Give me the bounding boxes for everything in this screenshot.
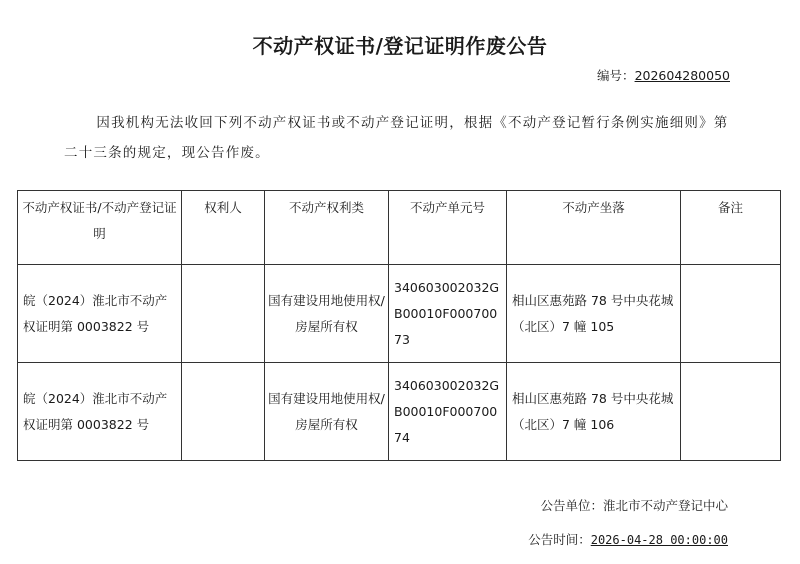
cell-right-type: 国有建设用地使用权/房屋所有权 bbox=[265, 363, 389, 461]
header-certificate: 不动产权证书/不动产登记证明 bbox=[18, 191, 182, 265]
cell-unit-number: 340603002032GB00010F00070073 bbox=[389, 265, 507, 363]
cell-certificate: 皖（2024）淮北市不动产权证明第 0003822 号 bbox=[18, 363, 182, 461]
cell-holder bbox=[182, 265, 265, 363]
issuing-unit bbox=[540, 496, 728, 514]
serial-label: 编号： bbox=[597, 68, 635, 83]
serial-value: 202604280050 bbox=[634, 68, 730, 83]
table-row bbox=[18, 363, 781, 461]
cell-holder bbox=[182, 363, 265, 461]
cell-address: 相山区惠苑路 78 号中央花城（北区）7 幢 106 bbox=[507, 363, 681, 461]
notice-paragraph: 因我机构无法收回下列不动产权证书或不动产登记证明，根据《不动产登记暂行条例实施细则》第二十三条的规定，现公告作废。 bbox=[64, 114, 729, 161]
cell-certificate: 皖（2024）淮北市不动产权证明第 0003822 号 bbox=[18, 265, 182, 363]
cell-unit-number: 340603002032GB00010F00070074 bbox=[389, 363, 507, 461]
notice-time-label: 公告时间： bbox=[528, 532, 591, 547]
cell-right-type: 国有建设用地使用权/房屋所有权 bbox=[265, 265, 389, 363]
cell-remark bbox=[681, 363, 781, 461]
void-certificate-table bbox=[17, 190, 781, 461]
header-address: 不动产坐落 bbox=[507, 191, 681, 265]
cell-address: 相山区惠苑路 78 号中央花城（北区）7 幢 105 bbox=[507, 265, 681, 363]
header-remark: 备注 bbox=[681, 191, 781, 265]
notice-time bbox=[528, 530, 728, 548]
notice-time-value: 2026-04-28 00:00:00 bbox=[590, 533, 728, 547]
table-row bbox=[18, 265, 781, 363]
page-title: 不动产权证书/登记证明作废公告 bbox=[252, 34, 548, 58]
table-header-row bbox=[18, 191, 781, 265]
header-right-type: 不动产权利类 bbox=[265, 191, 389, 265]
header-holder: 权利人 bbox=[182, 191, 265, 265]
cell-remark bbox=[681, 265, 781, 363]
issuing-unit-label: 公告单位： bbox=[540, 498, 603, 513]
serial-number bbox=[597, 66, 730, 84]
header-unit-number: 不动产单元号 bbox=[389, 191, 507, 265]
issuing-unit-value: 淮北市不动产登记中心 bbox=[602, 498, 728, 513]
